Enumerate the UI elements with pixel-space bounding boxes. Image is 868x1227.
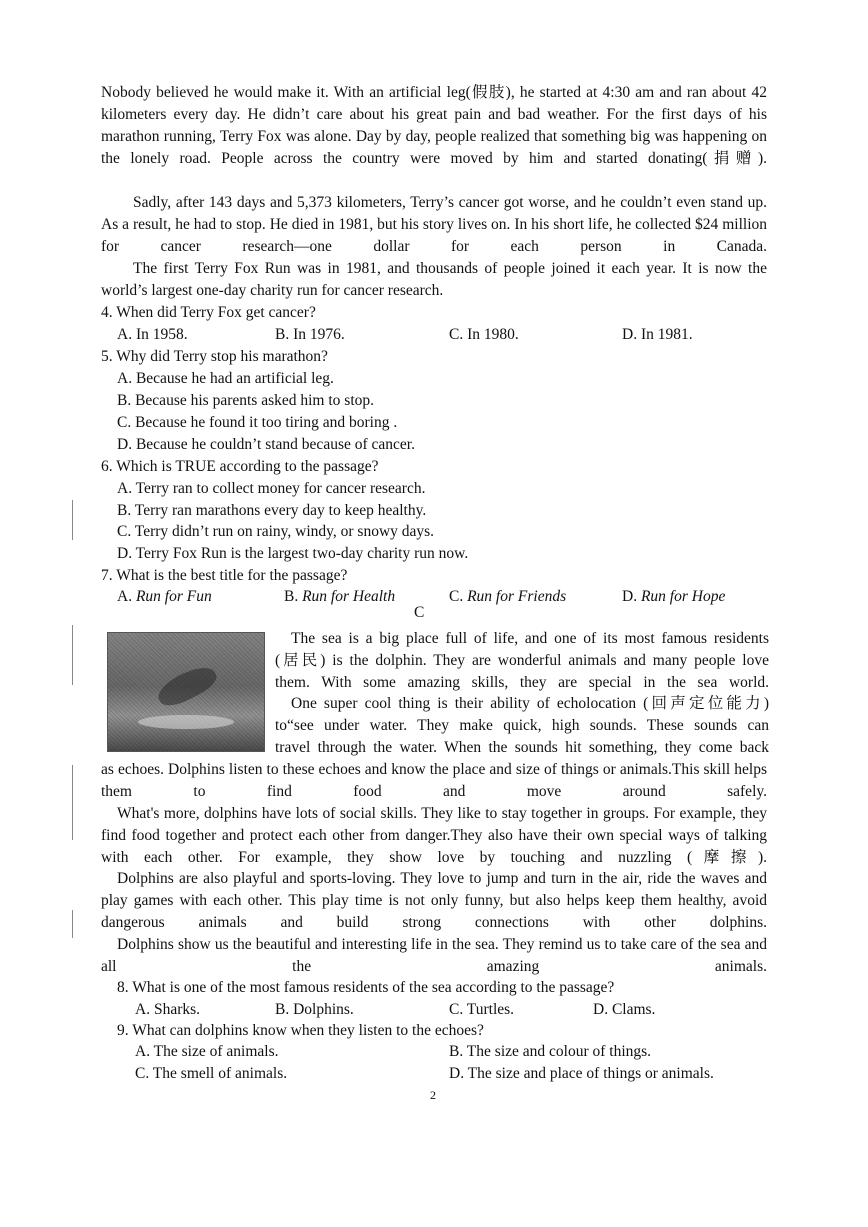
option-letter: C. xyxy=(449,588,468,605)
question-7-stem: 7. What is the best title for the passage? xyxy=(101,567,348,584)
option-title: Run for Hope xyxy=(640,588,726,605)
question-7-option-c xyxy=(449,586,566,608)
question-6-option-b: B. Terry ran marathons every day to keep healthy. xyxy=(117,502,427,519)
question-5-option-a: A. Because he had an artificial leg. xyxy=(117,370,334,387)
passage-c-paragraph-4: Dolphins are also playful and sports-loving. They love to jump and turn in the air, ride the waves and play games with each other. This play time is not only funny, but also helps keep them healthy, avoid dangerous animals and build strong connections with other dolphins. xyxy=(101,870,767,931)
option-letter: B. xyxy=(284,588,303,605)
passage-c-line-4: One super cool thing is their ability of echolocation (回声定位能力) xyxy=(291,695,769,712)
passage-c-paragraph-3: What's more, dolphins have lots of social skills. They like to stay together in groups. For example, they find food together and protect each other from danger.They also have their own special ways of talking with each other. For example, they show love by touching and nuzzling (摩擦). xyxy=(101,805,767,866)
question-4-option-b: B. In 1976. xyxy=(275,326,345,343)
question-8-option-d: D. Clams. xyxy=(593,1001,656,1018)
question-5-stem: 5. Why did Terry stop his marathon? xyxy=(101,348,328,365)
water-splash xyxy=(138,715,234,729)
passage-b-paragraph-1: Nobody believed he would make it. With an artificial leg(假肢), he started at 4:30 am and ran about 42 kilometers every day. He didn’t care about his great pain and bad weather. For the first days of his marathon running, Terry Fox was alone. Day by day, people realized that something big was happening on the lonely road. People across the country were moved by him and started donating(捐赠). xyxy=(101,84,767,167)
question-5-option-c: C. Because he found it too tiring and boring . xyxy=(117,414,398,431)
question-4-option-d: D. In 1981. xyxy=(622,326,693,343)
option-title: Run for Fun xyxy=(135,588,212,605)
passage-c-paragraph-5: Dolphins show us the beautiful and interesting life in the sea. They remind us to take care of the sea and all the amazing animals. xyxy=(101,936,767,975)
question-9-option-d: D. The size and place of things or animals. xyxy=(449,1065,714,1082)
question-6-option-a: A. Terry ran to collect money for cancer research. xyxy=(117,480,426,497)
passage-c-line-3: them. With some amazing skills, they are special in the sea world. xyxy=(275,674,769,691)
option-title: Run for Health xyxy=(302,588,396,605)
question-6-option-d: D. Terry Fox Run is the largest two-day charity run now. xyxy=(117,545,469,562)
option-title: Run for Friends xyxy=(467,588,567,605)
question-7-option-a xyxy=(117,586,212,608)
section-c-heading: C xyxy=(414,604,425,621)
question-9-option-b: B. The size and colour of things. xyxy=(449,1043,652,1060)
question-9-option-c: C. The smell of animals. xyxy=(135,1065,288,1082)
passage-c-paragraph-2-rest: as echoes. Dolphins listen to these echoes and know the place and size of things or animals.This skill helps them to find food and move around safely. xyxy=(101,761,767,800)
question-8-option-c: C. Turtles. xyxy=(449,1001,515,1018)
dolphin-silhouette xyxy=(154,660,221,712)
passage-b-paragraph-3: The first Terry Fox Run was in 1981, and thousands of people joined it each year. It is now the world’s largest one-day charity run for cancer research. xyxy=(101,260,767,299)
passage-c-line-6: travel through the water. When the sounds hit something, they come back xyxy=(275,739,769,756)
question-8-option-b: B. Dolphins. xyxy=(275,1001,354,1018)
option-letter: D. xyxy=(622,588,641,605)
page-number: 2 xyxy=(430,1088,436,1102)
question-6-stem: 6. Which is TRUE according to the passage? xyxy=(101,458,379,475)
question-4-option-a: A. In 1958. xyxy=(117,326,188,343)
passage-c-line-2: (居民) is the dolphin. They are wonderful animals and many people love xyxy=(275,652,769,669)
option-letter: A. xyxy=(117,588,136,605)
question-7-option-d xyxy=(622,586,725,608)
question-9-stem: 9. What can dolphins know when they listen to the echoes? xyxy=(117,1022,484,1039)
question-6-option-c: C. Terry didn’t run on rainy, windy, or snowy days. xyxy=(117,523,435,540)
question-5-option-d: D. Because he couldn’t stand because of cancer. xyxy=(117,436,415,453)
scan-mark xyxy=(72,500,73,540)
scan-mark xyxy=(72,910,73,938)
passage-c-line-1: The sea is a big place full of life, and one of its most famous residents xyxy=(291,630,769,647)
question-4-option-c: C. In 1980. xyxy=(449,326,519,343)
scan-mark xyxy=(72,625,73,685)
question-8-stem: 8. What is one of the most famous residents of the sea according to the passage? xyxy=(117,979,615,996)
question-7-option-b xyxy=(284,586,395,608)
question-8-option-a: A. Sharks. xyxy=(135,1001,201,1018)
question-9-option-a: A. The size of animals. xyxy=(135,1043,279,1060)
scan-mark xyxy=(72,765,73,840)
dolphin-photo xyxy=(107,632,265,752)
question-4-stem: 4. When did Terry Fox get cancer? xyxy=(101,304,316,321)
question-5-option-b: B. Because his parents asked him to stop. xyxy=(117,392,374,409)
passage-c-line-5: to“see under water. They make quick, high sounds. These sounds can xyxy=(275,717,769,734)
passage-b-paragraph-2: Sadly, after 143 days and 5,373 kilometers, Terry’s cancer got worse, and he couldn’t even stand up. As a result, he had to stop. He died in 1981, but his story lives on. In his short life, he collected $24 million for cancer research—one dollar for each person in Canada. xyxy=(101,194,767,255)
